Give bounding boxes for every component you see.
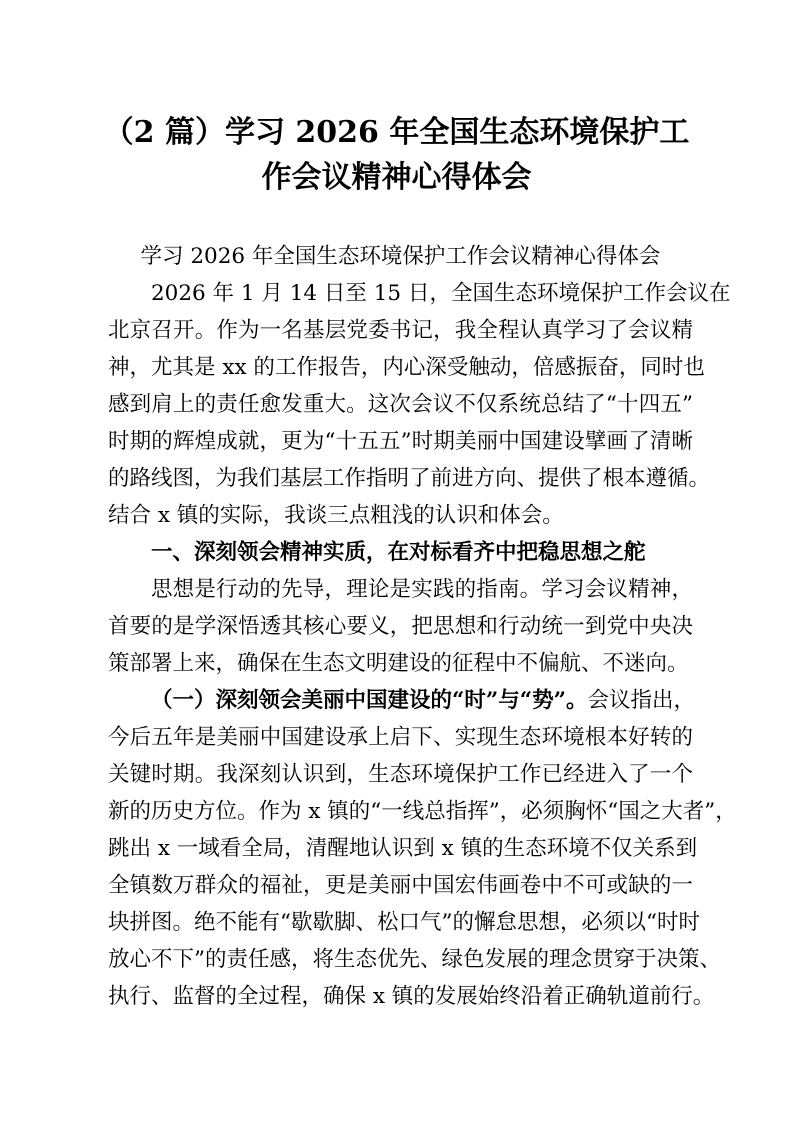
text-line — [108, 682, 693, 719]
text-line: 关键时期。我深刻认识到，生态环境保护工作已经进入了一个 — [108, 762, 693, 787]
subsection-heading: （一）深刻领会美丽中国建设的“时”与“势”。 — [151, 688, 588, 713]
text-line: 感到肩上的责任愈发重大。这次会议不仅系统总结了“十四五” — [108, 392, 693, 417]
title-line-2: 作会议精神心得体会 — [261, 160, 532, 195]
document-title — [0, 110, 793, 200]
text-line: 结合 x 镇的实际，我谈三点粗浅的认识和体会。 — [108, 503, 564, 528]
text-span: 会议指出， — [587, 688, 695, 713]
text-line: 全镇数万群众的福祉，更是美丽中国宏伟画卷中不可或缺的一 — [108, 873, 693, 898]
paragraph-section1-intro — [108, 571, 693, 682]
text-line: 放心不下”的责任感，将生态优先、绿色发展的理念贯穿于决策、 — [108, 947, 721, 972]
text-line: 跳出 x 一域看全局，清醒地认识到 x 镇的生态环境不仅关系到 — [108, 836, 698, 861]
subtitle: 学习 2026 年全国生态环境保护工作会议精神心得体会 — [140, 244, 661, 269]
text-line: 2026 年 1 月 14 日至 15 日，全国生态环境保护工作会议在 — [151, 281, 731, 306]
text-line: 的路线图，为我们基层工作指明了前进方向、提供了根本遵循。 — [108, 466, 711, 491]
text-line: 执行、监督的全过程，确保 x 镇的发展始终沿着正确轨道前行。 — [108, 984, 715, 1009]
text-line: 块拼图。绝不能有“歇歇脚、松口气”的懈怠思想，必须以“时时 — [108, 910, 700, 935]
section-heading-1: 一、深刻领会精神实质，在对标看齐中把稳思想之舵 — [151, 540, 646, 565]
text-line: 神，尤其是 xx 的工作报告，内心深受触动，倍感振奋，同时也 — [108, 355, 705, 380]
text-line: 思想是行动的先导，理论是实践的指南。学习会议精神， — [151, 577, 693, 602]
text-line: 策部署上来，确保在生态文明建设的征程中不偏航、不迷向。 — [108, 651, 689, 676]
document-body — [108, 238, 737, 1015]
paragraph-intro — [108, 275, 731, 534]
text-line: 首要的是学深悟透其核心要义，把思想和行动统一到党中央决 — [108, 614, 693, 639]
paragraph-subsection-1 — [108, 682, 737, 1015]
text-line: 北京召开。作为一名基层党委书记，我全程认真学习了会议精 — [108, 318, 693, 343]
title-line-1: （2 篇）学习 2026 年全国生态环境保护工 — [103, 115, 690, 150]
text-line: 时期的辉煌成就，更为“十五五”时期美丽中国建设擘画了清晰 — [108, 429, 693, 454]
text-line: 今后五年是美丽中国建设承上启下、实现生态环境根本好转的 — [108, 725, 693, 750]
text-line: 新的历史方位。作为 x 镇的“一线总指挥”，必须胸怀“国之大者”， — [108, 799, 737, 824]
